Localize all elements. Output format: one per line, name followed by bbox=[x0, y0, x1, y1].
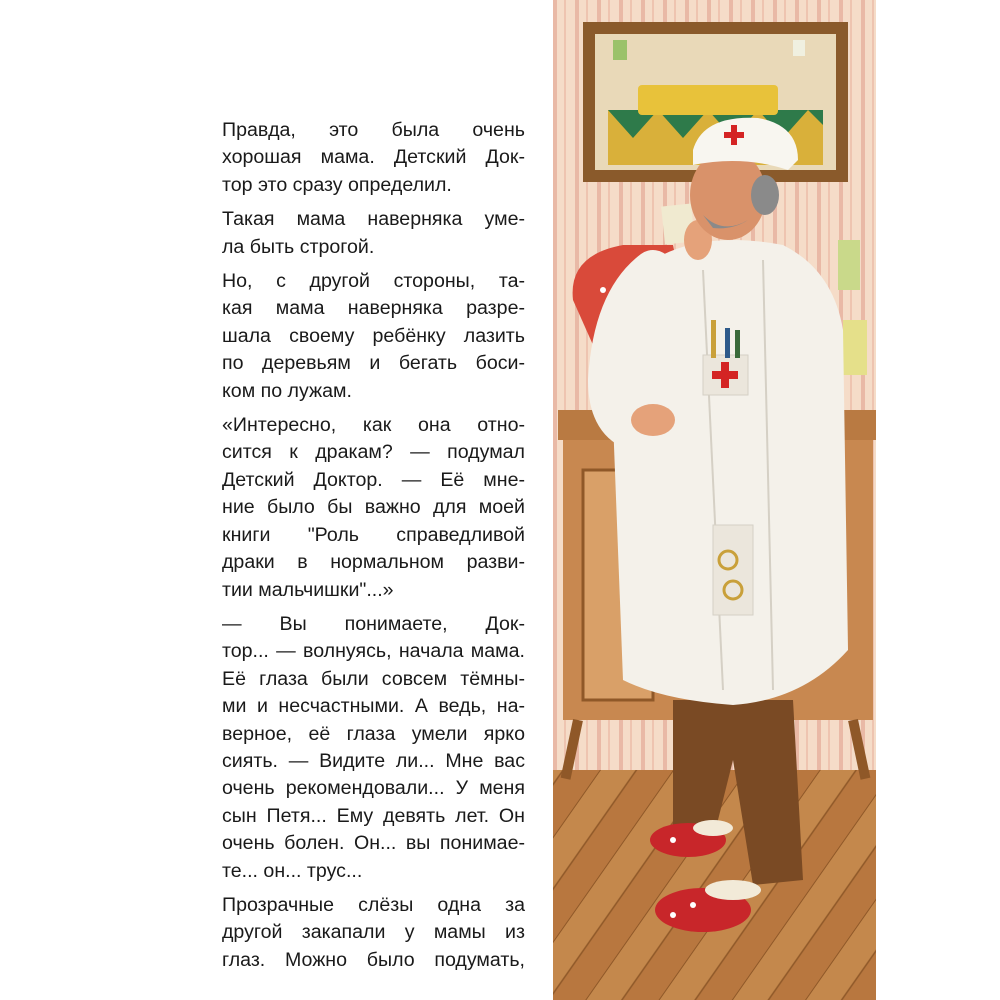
text-line: очень болен. Он... вы понимае- bbox=[222, 832, 525, 855]
paragraph-3 bbox=[222, 268, 525, 405]
text-line: драки в нормальном разви- bbox=[222, 551, 525, 574]
paragraph-6 bbox=[222, 892, 525, 974]
wall-note bbox=[838, 240, 860, 290]
illustration-canvas bbox=[553, 0, 876, 1000]
text-line: Прозрачные слёзы одна за bbox=[222, 893, 525, 916]
text-line: тор... — волнуясь, начала мама. bbox=[222, 640, 525, 663]
text-line: верное, её глаза умели ярко bbox=[222, 722, 525, 745]
doctor-illustration bbox=[553, 0, 876, 1000]
story-text bbox=[222, 117, 525, 981]
text-line: сын Петя... Ему девять лет. Он bbox=[222, 804, 525, 827]
text-line: тии мальчишки"...» bbox=[222, 578, 394, 601]
text-line: хорошая мама. Детский Док- bbox=[222, 146, 525, 169]
text-line: Детский Доктор. — Её мне- bbox=[222, 468, 525, 491]
text-line: другой закапали у мамы из bbox=[222, 921, 525, 944]
text-line: Но, с другой стороны, та- bbox=[222, 270, 525, 293]
text-line: ла быть строгой. bbox=[222, 235, 375, 258]
text-line: Её глаза были совсем тёмны- bbox=[222, 667, 525, 690]
text-line: шала своему ребёнку лазить bbox=[222, 324, 525, 347]
text-line: — Вы понимаете, Док- bbox=[222, 612, 525, 635]
text-line: сится к дракам? — подумал bbox=[222, 441, 525, 464]
text-line: тор это сразу определил. bbox=[222, 173, 452, 196]
paragraph-5 bbox=[222, 611, 525, 885]
wall-note bbox=[843, 320, 867, 375]
text-line: глаз. Можно было подумать, bbox=[222, 948, 525, 971]
text-line: Правда, это была очень bbox=[222, 119, 525, 141]
paragraph-1 bbox=[222, 117, 525, 199]
text-line: «Интересно, как она отно- bbox=[222, 414, 525, 437]
text-line: Такая мама наверняка уме- bbox=[222, 208, 525, 231]
paragraph-2 bbox=[222, 206, 525, 261]
text-line: очень рекомендовали... У меня bbox=[222, 777, 525, 800]
text-line: ми и несчастными. А ведь, на- bbox=[222, 695, 525, 718]
paragraph-4 bbox=[222, 412, 525, 604]
text-line: сиять. — Видите ли... Мне вас bbox=[222, 749, 525, 772]
text-line: ние было бы важно для моей bbox=[222, 496, 525, 519]
text-line: книги "Роль справедливой bbox=[222, 523, 525, 546]
text-line: по деревьям и бегать боси- bbox=[222, 352, 525, 375]
text-line: те... он... трус... bbox=[222, 859, 363, 882]
text-line: кая мама наверняка разре- bbox=[222, 297, 525, 320]
text-line: ком по лужам. bbox=[222, 379, 352, 402]
